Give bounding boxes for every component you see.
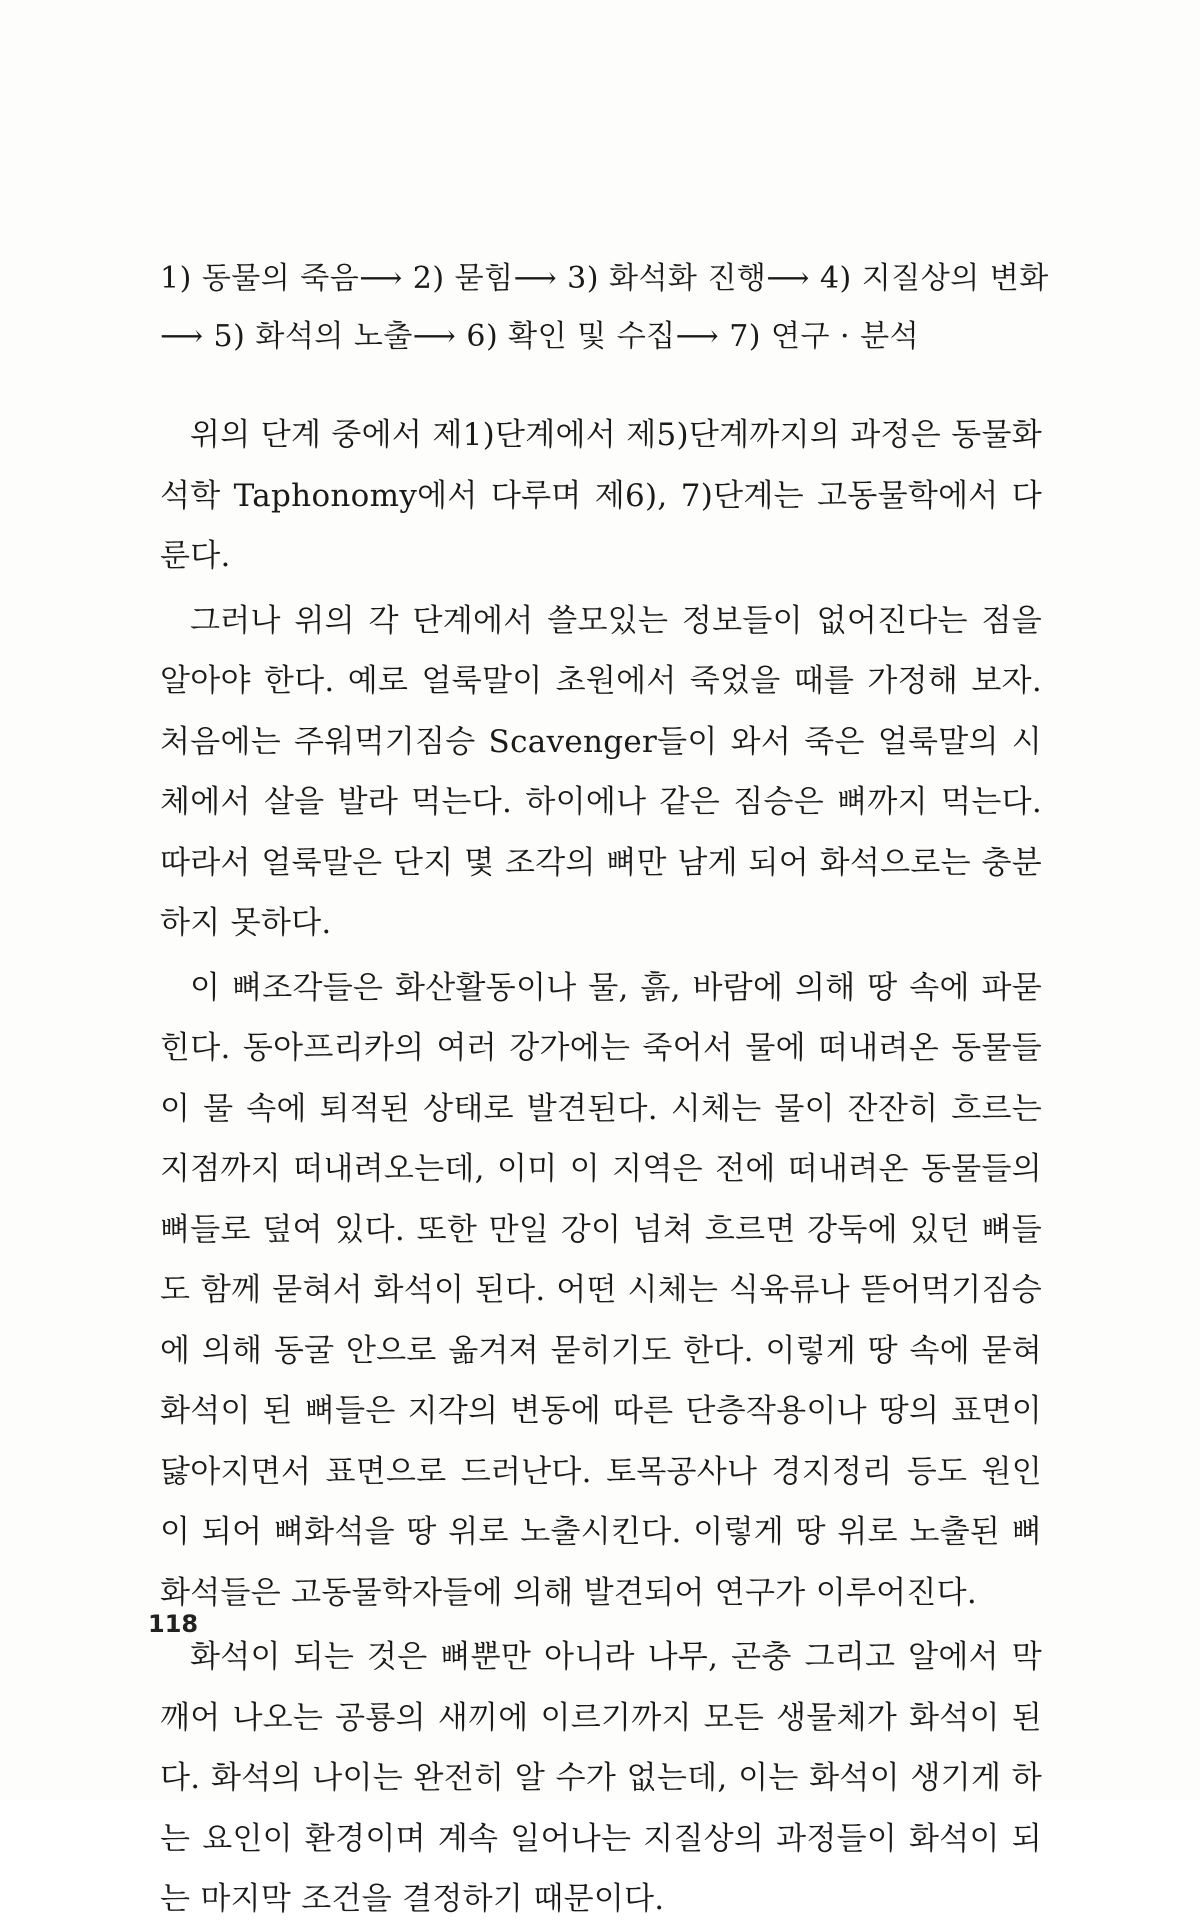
body-text [160, 405, 1042, 1930]
paragraph-4: 화석이 되는 것은 뼈뿐만 아니라 나무, 곤충 그리고 알에서 막 깨어 나오는 공룡의 새끼에 이르기까지 모든 생물체가 화석이 된다. 화석의 나이는 완전히 알 수가 없는데, 이는 화석이 생기게 하는 요인이 환경이며 계속 일어나는 지질상의 과정들이 화석이 되는 마지막 조건을 결정하기 때문이다. [160, 1639, 1042, 1917]
paragraph-3: 이 뼈조각들은 화산활동이나 물, 흙, 바람에 의해 땅 속에 파묻힌다. 동아프리카의 여러 강가에는 죽어서 물에 떠내려온 동물들이 물 속에 퇴적된 상태로 발견된다. 시체는 물이 잔잔히 흐르는 지점까지 떠내려오는데, 이미 이 지역은 전에 떠내려온 동물들의 뼈들로 덮여 있다. 또한 만일 강이 넘쳐 흐르면 강둑에 있던 뼈들도 함께 묻혀서 화석이 된다. 어떤 시체는 식육류나 뜯어먹기짐승에 의해 동굴 안으로 옮겨져 묻히기도 한다. 이렇게 땅 속에 묻혀 화석이 된 뼈들은 지각의 변동에 따른 단층작용이나 땅의 표면이 닳아지면서 표면으로 드러난다. 토목공사나 경지정리 등도 원인이 되어 뼈화석을 땅 위로 노출시킨다. 이렇게 땅 위로 노출된 뼈화석들은 고동물학자들에 의해 발견되어 연구가 이루어진다. [160, 969, 1042, 1611]
page-number: 118 [148, 1610, 199, 1638]
paragraph-2: 그러나 위의 각 단계에서 쓸모있는 정보들이 없어진다는 점을 알아야 한다. 예로 얼룩말이 초원에서 죽었을 때를 가정해 보자. 처음에는 주워먹기짐승 Scavenger들이 와서 죽은 얼룩말의 시체에서 살을 발라 먹는다. 하이에나 같은 짐승은 뼈까지 먹는다. 따라서 얼룩말은 단지 몇 조각의 뼈만 남게 되어 화석으로는 충분하지 못하다. [160, 602, 1042, 941]
stage-sequence-line-1: 1) 동물의 죽음⟶ 2) 묻힘⟶ 3) 화석화 진행⟶ 4) 지질상의 변화 [160, 261, 1049, 296]
paragraph-1: 위의 단계 중에서 제1)단계에서 제5)단계까지의 과정은 동물화석학 Taphonomy에서 다루며 제6), 7)단계는 고동물학에서 다룬다. [160, 417, 1042, 574]
fossilization-stage-sequence [160, 250, 1060, 366]
stage-sequence-line-2: ⟶ 5) 화석의 노출⟶ 6) 확인 및 수집⟶ 7) 연구 · 분석 [160, 319, 920, 354]
